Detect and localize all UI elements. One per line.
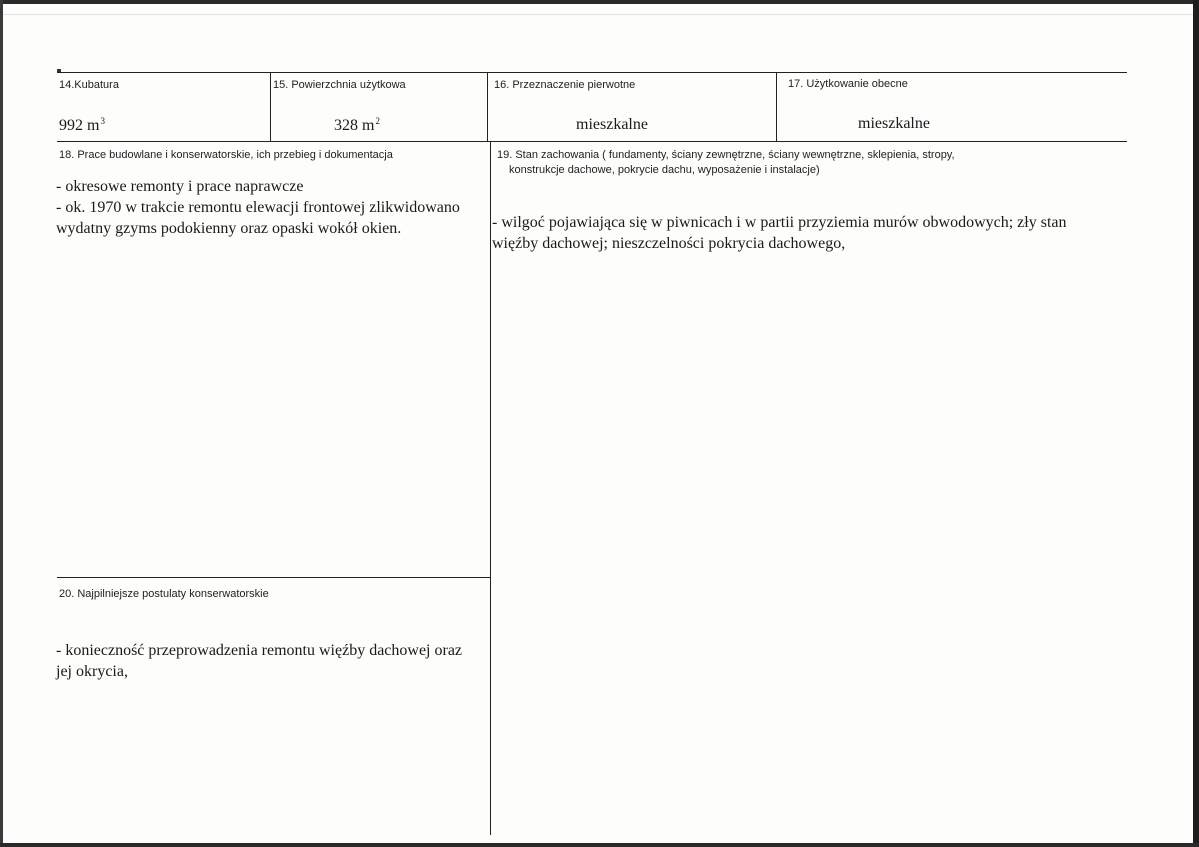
stan-text	[492, 212, 1067, 254]
postulaty-line: - konieczność przeprowadzenia remontu więźby dachowej oraz	[56, 642, 463, 659]
prace-line: - okresowe remonty i prace naprawcze	[56, 178, 304, 195]
prace-label: 18. Prace budowlane i konserwatorskie, ich przebieg i dokumentacja	[59, 149, 393, 161]
prace-text	[56, 176, 460, 239]
postulaty-label: 20. Najpilniejsze postulaty konserwatorskie	[59, 588, 269, 600]
prace-line: - ok. 1970 w trakcie remontu elewacji frontowej zlikwidowano	[56, 199, 460, 216]
powierzchnia-label: 15. Powierzchnia użytkowa	[273, 79, 406, 91]
scan-edge-left	[0, 0, 3, 847]
uzytkowanie-value: mieszkalne	[858, 115, 930, 132]
kubatura-label: 14.Kubatura	[59, 79, 119, 91]
scan-edge-top	[0, 0, 1199, 4]
postulaty-line: jej okrycia,	[56, 663, 128, 680]
col-divider-3	[776, 72, 777, 142]
col-divider-1	[270, 72, 271, 142]
stan-line: więźby dachowej; nieszczelności pokrycia dachowego,	[492, 235, 846, 252]
postulaty-text	[56, 640, 462, 682]
scan-edge-right	[1193, 0, 1199, 847]
stan-label-line2: konstrukcje dachowe, pokrycie dachu, wyposażenie i instalacje)	[509, 164, 820, 176]
powierzchnia-unit-exponent: 2	[375, 116, 380, 126]
stan-label-line1: 19. Stan zachowania ( fundamenty, ściany zewnętrzne, ściany wewnętrzne, sklepienia, stropy,	[497, 149, 955, 161]
przeznaczenie-label: 16. Przeznaczenie pierwotne	[494, 79, 636, 91]
przeznaczenie-value: mieszkalne	[576, 116, 648, 133]
uzytkowanie-label: 17. Użytkowanie obecne	[788, 78, 908, 90]
powierzchnia-number: 328 m	[334, 117, 375, 134]
scan-edge-bottom	[0, 843, 1199, 847]
kubatura-unit-exponent: 3	[100, 116, 105, 126]
scan-edge-shadow	[0, 14, 1199, 15]
col-divider-2	[487, 72, 488, 142]
powierzchnia-value	[334, 116, 380, 135]
main-column-divider	[490, 141, 491, 835]
stan-line: - wilgoć pojawiająca się w piwnicach i w partii przyziemia murów obwodowych; zły stan	[492, 214, 1067, 231]
prace-line: wydatny gzyms podokienny oraz opaski wokół okien.	[56, 220, 402, 237]
kubatura-number: 992 m	[59, 117, 100, 134]
row-divider-rule	[57, 141, 1127, 142]
table-top-rule	[57, 72, 1127, 73]
kubatura-value	[59, 116, 105, 135]
section-20-top-rule	[57, 577, 490, 578]
